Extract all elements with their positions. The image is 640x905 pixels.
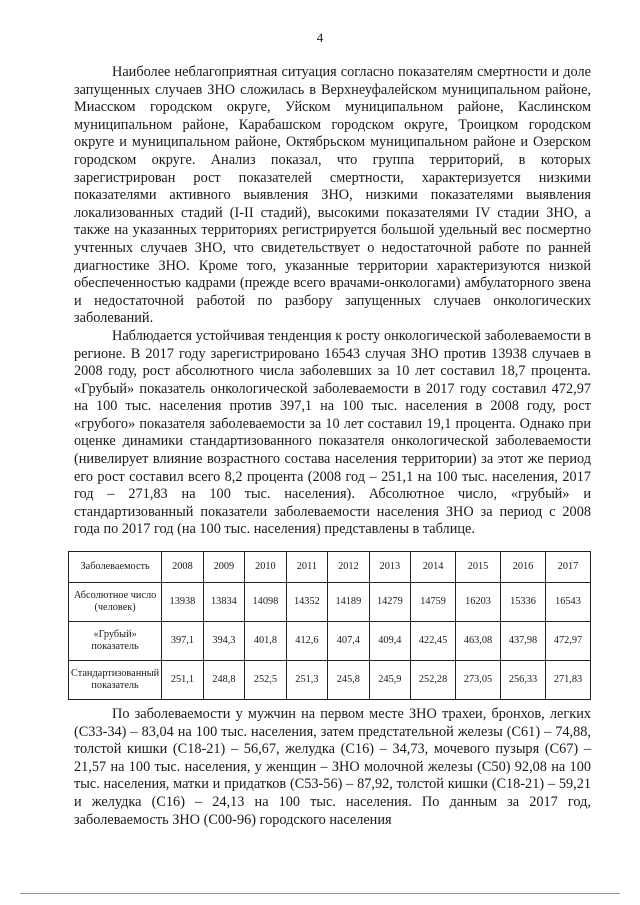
document-body [71, 64, 591, 829]
table-cell: 409,4 [369, 622, 410, 661]
table-cell: 14759 [411, 583, 456, 622]
paragraph-incidence-trend: Наблюдается устойчивая тенденция к росту онкологической заболеваемости в регионе. В 2017 году зарегистрировано 16543 случая ЗНО против 13938 случаев в 2008 году, рост абсолютного числа заболевших за 10 лет составил 18,7 процента. «Грубый» показатель онкологической заболеваемости в 2017 году составил 472,97 на 100 тыс. населения против 397,1 на 100 тыс. населения в 2008 году, рост «грубого» показателя заболеваемости за 10 лет составил 19,1 процента. Однако при оценке динамики стандартизованного показателя онкологической заболеваемости (нивелирует влияние возрастного состава населения территории) за этот же период его рост составил всего 8,2 процента (2008 год – 251,1 на 100 тыс. населения, 2017 год – 271,83 на 100 тыс. населения). Абсолютное число, «грубый» и стандартизованный показатели заболеваемости населения ЗНО за период с 2008 года по 2017 год (на 100 тыс. населения) представлены в таблице. [74, 327, 591, 538]
table-row-absolute [69, 583, 591, 622]
table-cell: 14279 [369, 583, 410, 622]
table-cell: 13938 [162, 583, 203, 622]
table-year-header: 2011 [286, 552, 327, 583]
table-cell: 14189 [328, 583, 369, 622]
table-cell: 14098 [245, 583, 286, 622]
table-cell: 248,8 [203, 661, 244, 700]
table-cell: 252,5 [245, 661, 286, 700]
table-cell: 252,28 [411, 661, 456, 700]
page-bottom-rule [20, 893, 620, 894]
table-cell: 16203 [456, 583, 501, 622]
table-cell: 401,8 [245, 622, 286, 661]
table-cell: 397,1 [162, 622, 203, 661]
table-header-label: Заболеваемость [69, 552, 162, 583]
table-cell: 15336 [501, 583, 546, 622]
table-year-header: 2017 [545, 552, 590, 583]
table-cell: 13834 [203, 583, 244, 622]
paragraph-incidence-by-sex: По заболеваемости у мужчин на первом месте ЗНО трахеи, бронхов, легких (С33-34) – 83,04 на 100 тыс. населения, затем предстательной железы (С61) – 74,88, толстой кишки (С18-21) – 56,67, желудка (С16) – 34,73, мочевого пузыря (С67) – 21,57 на 100 тыс. населения, у женщин – ЗНО молочной железы (С50) 92,08 на 100 тыс. населения, матки и придатков (С53-56) – 87,92, толстой кишки (С18-21) – 59,21 и желудка (С16) – 24,13 на 100 тыс. населения. По данным за 2017 год, заболеваемость ЗНО (С00-96) городского населения [74, 706, 591, 828]
table-cell: 256,33 [501, 661, 546, 700]
table-row-crude [69, 622, 591, 661]
table-year-header: 2013 [369, 552, 410, 583]
paragraph-mortality-analysis: Наиболее неблагоприятная ситуация согласно показателям смертности и доле запущенных случаев ЗНО сложилась в Верхнеуфалейском муниципальном районе, Миасском городском округе, Уйском муниципальном районе, Каслинском муниципальном районе, Карабашском городском округе, Троицком городском округе и муниципальном районе, Октябрьском муниципальном районе и Озерском городском округе. Анализ показал, что группа территорий, в которых зарегистрирован рост показателей смертности, характеризуется низкими показателями активного выявления ЗНО, низкими показателями выявления локализованных стадий (I-II стадий), высокими показателями IV стадии ЗНО, а также на указанных территориях регистрируется большой удельный вес посмертно учтенных случаев ЗНО, что свидетельствует о недостаточной работе по ранней диагностике ЗНО. Кроме того, указанные территории характеризуются низкой обеспеченностью кадрами (прежде всего врачами-онкологами) амбулаторного звена и недостаточной работой по разбору запущенных случаев онкологических заболеваний. [74, 64, 591, 327]
table-cell: 245,8 [328, 661, 369, 700]
table-row-label: «Грубый» показатель [69, 622, 162, 661]
table-year-header: 2010 [245, 552, 286, 583]
table-row-label: Абсолютное число (человек) [69, 583, 162, 622]
table-cell: 271,83 [545, 661, 590, 700]
table-cell: 245,9 [369, 661, 410, 700]
table-cell: 14352 [286, 583, 327, 622]
table-year-header: 2012 [328, 552, 369, 583]
table-cell: 437,98 [501, 622, 546, 661]
table-year-header: 2014 [411, 552, 456, 583]
table-cell: 422,45 [411, 622, 456, 661]
table-year-header: 2015 [456, 552, 501, 583]
table-row-standardized [69, 661, 591, 700]
table-cell: 463,08 [456, 622, 501, 661]
table-cell: 407,4 [328, 622, 369, 661]
table-year-header: 2009 [203, 552, 244, 583]
table-cell: 394,3 [203, 622, 244, 661]
table-cell: 16543 [545, 583, 590, 622]
incidence-table [68, 551, 591, 700]
table-cell: 273,05 [456, 661, 501, 700]
table-cell: 251,1 [162, 661, 203, 700]
table-cell: 472,97 [545, 622, 590, 661]
table-row-label: Стандартизованный показатель [69, 661, 162, 700]
table-header-row [69, 552, 591, 583]
table-year-header: 2008 [162, 552, 203, 583]
table-year-header: 2016 [501, 552, 546, 583]
table-cell: 412,6 [286, 622, 327, 661]
table-cell: 251,3 [286, 661, 327, 700]
page-number: 4 [316, 30, 324, 45]
